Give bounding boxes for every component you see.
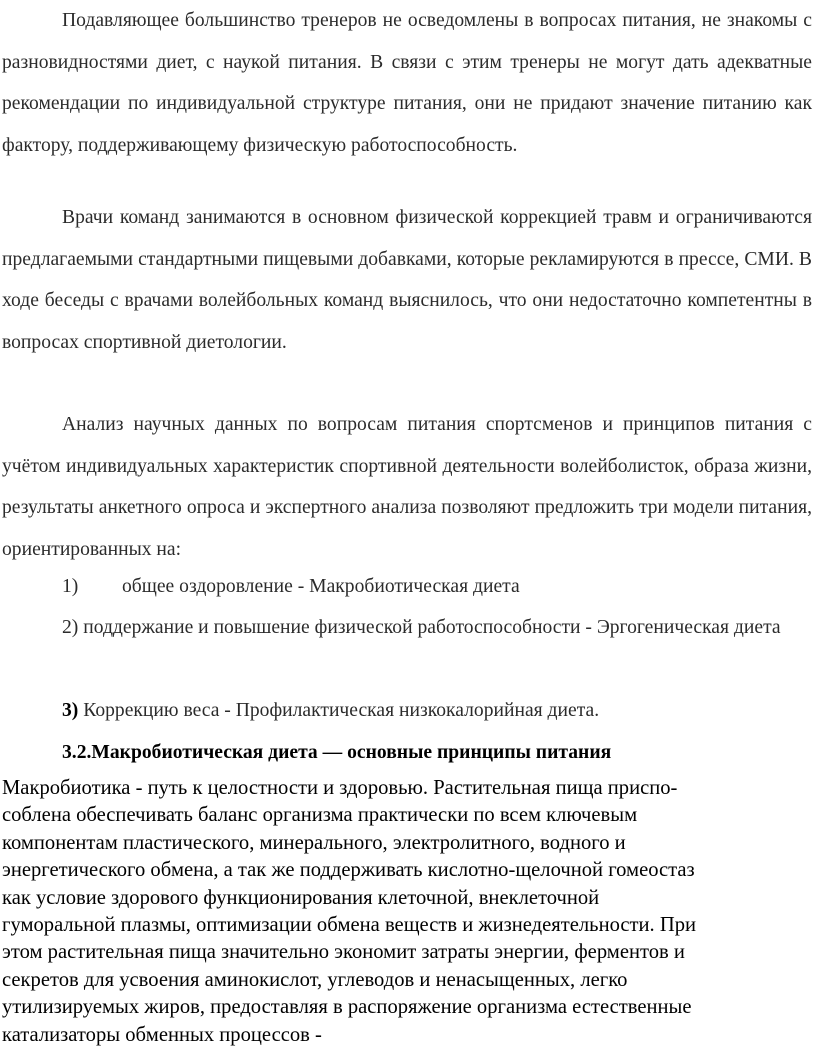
text-line: энергетического обмена, а так же поддерживать кислотно-щелочной гомеостаз bbox=[2, 859, 695, 882]
list-item-number: 1) bbox=[62, 576, 79, 597]
text-line: компонентам пластического, минерального, электролитного, водного и bbox=[2, 831, 626, 854]
list-item-text: общее оздоровление - Макробиотическая диета bbox=[122, 576, 520, 597]
text-line: катализаторы обменных процессов - bbox=[2, 1023, 322, 1046]
paragraph-coaches: Подавляющее большинство тренеров не осведомлены в вопросах питания, не знакомы с разновидностями диет, с наукой питания. В связи с этим тренеры не могут дать адекватные рекомендации по индивидуальной структуре питания, они не придают значение питанию как фактору, поддерживающему физическую работоспособность. bbox=[2, 10, 812, 156]
list-item bbox=[2, 607, 812, 649]
list-item bbox=[62, 690, 812, 732]
list-item-number: 2) bbox=[62, 617, 79, 638]
section-body bbox=[2, 775, 812, 1049]
list-item-text: поддержание и повышение физической работоспособности - Эргогеническая диета bbox=[83, 617, 781, 638]
text-line: Макробиотика - путь к целостности и здоровью. Растительная пища приспо- bbox=[2, 777, 678, 799]
text-line: как условие здорового функционирования клеточной, внеклеточной bbox=[2, 886, 600, 909]
text-line: гуморальной плазмы, оптимизации обмена веществ и жизнедеятельности. При bbox=[2, 914, 697, 937]
text-line: утилизируемых жиров, предоставляя в распоряжение организма естественные bbox=[2, 996, 692, 1019]
section-heading: 3.2.Макробиотическая диета — основные принципы питания bbox=[62, 742, 612, 763]
text-line: секретов для усвоения аминокислот, углеводов и ненасыщенных, легко bbox=[2, 968, 628, 991]
text-line: этом растительная пища значительно экономит затраты энергии, ферментов и bbox=[2, 941, 685, 964]
text-line: соблена обеспечивать баланс организма практически по всем ключевым bbox=[2, 804, 638, 827]
list-item-text: Коррекцию веса - Профилактическая низкокалорийная диета. bbox=[83, 700, 600, 721]
paragraph-analysis: Анализ научных данных по вопросам питания спортсменов и принципов питания с учётом индивидуальных характеристик спортивной деятельности волейболисток, образа жизни, результаты анкетного опроса и экспертного анализа позволяют предложить три модели питания, ориентированных на: bbox=[2, 414, 812, 560]
paragraph-team-doctors: Врачи команд занимаются в основном физической коррекцией травм и ограничиваются предлагаемыми стандартными пищевыми добавками, которые рекламируются в прессе, СМИ. В ходе беседы с врачами волейбольных команд выяснилось, что они недостаточно компетентны в вопросах спортивной диетологии. bbox=[2, 207, 812, 353]
list-item-number: 3) bbox=[62, 700, 79, 721]
